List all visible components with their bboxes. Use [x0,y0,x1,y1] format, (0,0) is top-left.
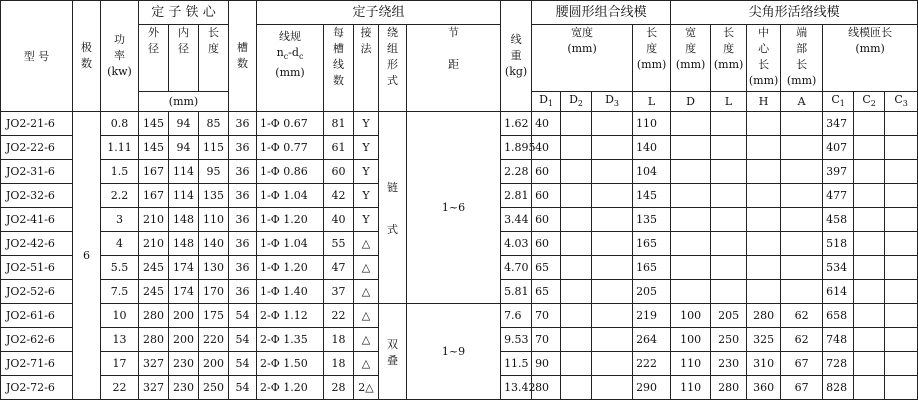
cell-d2 [561,160,592,184]
cell-id: 230 [169,352,199,376]
cell-turns: 55 [324,232,354,256]
cell-weight: 3.44 [501,208,532,232]
cell-model: JO2-71-6 [1,352,73,376]
cell-tA [781,160,823,184]
table-row [1,112,918,136]
cell-c2 [854,232,885,256]
cell-l: 165 [633,256,671,280]
cell-len: 250 [199,376,229,400]
cell-tD [671,160,711,184]
cell-od: 327 [139,352,169,376]
cell-wire: 1-Φ 0.86 [257,160,324,184]
cell-d1: 40 [532,136,561,160]
cell-d1: 90 [532,352,561,376]
cell-id: 200 [169,328,199,352]
header-d3: $D_3$ [592,92,633,112]
cell-tL: 230 [711,352,747,376]
cell-d3 [592,136,633,160]
cell-turns: 40 [324,208,354,232]
cell-tL [711,280,747,304]
header-tD: D [671,92,711,112]
header-length: 长 度 [199,25,229,92]
table-body [1,112,918,400]
cell-c1: 748 [823,328,854,352]
cell-od: 210 [139,208,169,232]
cell-power: 5.5 [101,256,139,280]
cell-c2 [854,304,885,328]
cell-power: 2.2 [101,184,139,208]
cell-wire: 1-Φ 1.40 [257,280,324,304]
cell-d2 [561,256,592,280]
cell-tA [781,280,823,304]
header-tA: A [781,92,823,112]
header-tip-center: 中 心 长 (mm) [747,25,781,92]
cell-d1: 80 [532,376,561,400]
cell-tL: 205 [711,304,747,328]
header-poles: 极 数 [73,1,101,112]
merged-pitch-1: 1~6 [407,112,501,304]
header-pitch: 节 距 [407,25,501,112]
cell-len: 175 [199,304,229,328]
cell-wire: 1-Φ 1.04 [257,184,324,208]
cell-conn: Y [354,208,379,232]
cell-d3 [592,160,633,184]
cell-d3 [592,232,633,256]
merged-form-chain: 链 式 [379,112,407,304]
cell-c3 [885,376,918,400]
cell-tH [747,280,781,304]
cell-d1: 60 [532,184,561,208]
cell-c1: 407 [823,136,854,160]
cell-d3 [592,352,633,376]
cell-conn: Y [354,136,379,160]
cell-len: 110 [199,208,229,232]
cell-d1: 70 [532,304,561,328]
cell-d3 [592,376,633,400]
cell-len: 135 [199,184,229,208]
cell-turns: 81 [324,112,354,136]
cell-weight: 4.03 [501,232,532,256]
cell-tH [747,112,781,136]
cell-l: 165 [633,232,671,256]
cell-c1: 518 [823,232,854,256]
cell-conn: △ [354,280,379,304]
cell-wire: 2-Φ 1.20 [257,376,324,400]
cell-weight: 1.62 [501,112,532,136]
cell-d1: 60 [532,208,561,232]
cell-l: 145 [633,184,671,208]
cell-slots: 36 [229,184,257,208]
cell-tA [781,184,823,208]
cell-c3 [885,304,918,328]
header-d2: $D_2$ [561,92,592,112]
cell-model: JO2-52-6 [1,280,73,304]
cell-c2 [854,208,885,232]
header-mold-length: 长 度 (mm) [633,25,671,92]
cell-c3 [885,112,918,136]
cell-tL [711,112,747,136]
cell-c2 [854,184,885,208]
header-c2: $C_2$ [854,92,885,112]
cell-model: JO2-51-6 [1,256,73,280]
cell-tL: 250 [711,328,747,352]
cell-tA [781,136,823,160]
cell-power: 13 [101,328,139,352]
cell-d2 [561,352,592,376]
cell-power: 22 [101,376,139,400]
header-tH: H [747,92,781,112]
cell-slots: 36 [229,208,257,232]
cell-od: 145 [139,136,169,160]
cell-conn: 2△ [354,376,379,400]
cell-weight: 7.6 [501,304,532,328]
cell-d2 [561,136,592,160]
cell-weight: 2.81 [501,184,532,208]
cell-model: JO2-41-6 [1,208,73,232]
cell-power: 3 [101,208,139,232]
cell-power: 1.11 [101,136,139,160]
cell-conn: Y [354,160,379,184]
cell-tL [711,256,747,280]
cell-tH: 280 [747,304,781,328]
cell-tA: 62 [781,304,823,328]
cell-weight: 4.70 [501,256,532,280]
cell-id: 94 [169,136,199,160]
cell-slots: 54 [229,352,257,376]
cell-weight: 5.81 [501,280,532,304]
header-connection: 接 法 [354,25,379,112]
cell-c3 [885,232,918,256]
header-turns: 每 槽 线 数 [324,25,354,112]
cell-slots: 36 [229,232,257,256]
merged-poles-value: 6 [73,112,101,400]
cell-model: JO2-61-6 [1,304,73,328]
cell-c3 [885,136,918,160]
cell-tH [747,256,781,280]
cell-wire: 1-Φ 1.20 [257,256,324,280]
cell-tH: 360 [747,376,781,400]
cell-d3 [592,184,633,208]
cell-conn: △ [354,328,379,352]
cell-c3 [885,208,918,232]
cell-tD [671,136,711,160]
cell-c1: 614 [823,280,854,304]
cell-d1: 60 [532,160,561,184]
cell-tL [711,208,747,232]
cell-wire: 2-Φ 1.12 [257,304,324,328]
cell-l: 222 [633,352,671,376]
cell-tD: 110 [671,376,711,400]
cell-conn: △ [354,256,379,280]
header-width: 宽度 (mm) [532,25,633,92]
cell-c1: 534 [823,256,854,280]
cell-model: JO2-72-6 [1,376,73,400]
cell-len: 130 [199,256,229,280]
cell-power: 7.5 [101,280,139,304]
cell-tH [747,208,781,232]
cell-id: 200 [169,304,199,328]
cell-len: 140 [199,232,229,256]
wire-spec-label: 线规 [279,30,302,43]
cell-tH [747,160,781,184]
cell-id: 148 [169,208,199,232]
header-tL: L [711,92,747,112]
cell-len: 115 [199,136,229,160]
header-tip-length: 长 度 (mm) [711,25,747,92]
cell-weight: 13.42 [501,376,532,400]
cell-tH: 310 [747,352,781,376]
header-inner-dia: 内 径 [169,25,199,92]
cell-slots: 36 [229,136,257,160]
cell-od: 280 [139,328,169,352]
cell-l: 219 [633,304,671,328]
cell-tA [781,112,823,136]
cell-slots: 36 [229,160,257,184]
cell-power: 4 [101,232,139,256]
cell-len: 220 [199,328,229,352]
cell-id: 114 [169,160,199,184]
cell-c1: 828 [823,376,854,400]
cell-l: 104 [633,160,671,184]
cell-tD [671,232,711,256]
cell-c3 [885,352,918,376]
cell-turns: 60 [324,160,354,184]
cell-c3 [885,160,918,184]
cell-tL [711,184,747,208]
cell-c3 [885,256,918,280]
header-stator-core: 定 子 铁 心 [139,1,229,25]
cell-slots: 36 [229,112,257,136]
cell-d3 [592,208,633,232]
cell-tD [671,112,711,136]
cell-model: JO2-32-6 [1,184,73,208]
cell-turns: 18 [324,328,354,352]
cell-od: 245 [139,256,169,280]
cell-conn: Y [354,184,379,208]
header-tip-end: 端 部 长 (mm) [781,25,823,92]
cell-tD [671,184,711,208]
header-waist-mold: 腰圆形组合线模 [532,1,671,25]
cell-power: 17 [101,352,139,376]
cell-wire: 1-Φ 1.04 [257,232,324,256]
cell-model: JO2-22-6 [1,136,73,160]
cell-od: 145 [139,112,169,136]
merged-pitch-2: 1~9 [407,304,501,400]
cell-tD [671,280,711,304]
cell-power: 10 [101,304,139,328]
header-wire-weight: 线 重 (kg) [501,1,532,112]
header-tip-width: 宽 度 (mm) [671,25,711,92]
cell-tH [747,136,781,160]
cell-d2 [561,376,592,400]
cell-model: JO2-42-6 [1,232,73,256]
cell-id: 230 [169,376,199,400]
cell-turns: 22 [324,304,354,328]
cell-d1: 70 [532,328,561,352]
cell-weight: 2.28 [501,160,532,184]
cell-wire: 1-Φ 0.77 [257,136,324,160]
cell-power: 0.8 [101,112,139,136]
cell-tH [747,184,781,208]
cell-model: JO2-21-6 [1,112,73,136]
cell-len: 85 [199,112,229,136]
cell-d3 [592,112,633,136]
cell-d1: 40 [532,112,561,136]
cell-tD: 110 [671,352,711,376]
cell-id: 148 [169,232,199,256]
cell-id: 94 [169,112,199,136]
cell-model: JO2-31-6 [1,160,73,184]
cell-tL [711,160,747,184]
cell-conn: △ [354,232,379,256]
cell-slots: 54 [229,304,257,328]
cell-id: 174 [169,280,199,304]
table-row [1,304,918,328]
cell-od: 167 [139,184,169,208]
cell-weight: 1.895 [501,136,532,160]
cell-tL [711,232,747,256]
cell-c2 [854,376,885,400]
cell-d2 [561,232,592,256]
cell-slots: 36 [229,280,257,304]
cell-c1: 347 [823,112,854,136]
cell-wire: 2-Φ 1.50 [257,352,324,376]
cell-od: 210 [139,232,169,256]
header-wire-spec [257,25,324,112]
cell-tD [671,256,711,280]
cell-turns: 18 [324,352,354,376]
cell-c1: 458 [823,208,854,232]
cell-wire: 2-Φ 1.35 [257,328,324,352]
cell-c3 [885,280,918,304]
cell-slots: 36 [229,256,257,280]
cell-model: JO2-62-6 [1,328,73,352]
header-slots: 槽 数 [229,1,257,112]
cell-d1: 65 [532,256,561,280]
cell-c1: 477 [823,184,854,208]
header-stator-winding: 定子绕组 [257,1,501,25]
wire-formula: $n_c-d_c$ [276,46,304,62]
cell-c3 [885,328,918,352]
cell-len: 200 [199,352,229,376]
cell-tD: 100 [671,304,711,328]
cell-slots: 54 [229,328,257,352]
header-model: 型 号 [1,1,73,112]
cell-od: 280 [139,304,169,328]
cell-d2 [561,184,592,208]
cell-od: 167 [139,160,169,184]
cell-c2 [854,136,885,160]
cell-turns: 47 [324,256,354,280]
header-tip-mold: 尖角形活络线模 [671,1,918,25]
cell-d3 [592,304,633,328]
cell-d1: 65 [532,280,561,304]
header-mold-spacing: 线模匝长 (mm) [823,25,918,92]
cell-d2 [561,328,592,352]
cell-c2 [854,352,885,376]
cell-c1: 728 [823,352,854,376]
cell-len: 95 [199,160,229,184]
cell-tA: 67 [781,376,823,400]
header-outer-dia: 外 径 [139,25,169,92]
cell-l: 135 [633,208,671,232]
cell-conn: △ [354,352,379,376]
cell-l: 264 [633,328,671,352]
cell-id: 174 [169,256,199,280]
cell-turns: 42 [324,184,354,208]
cell-c1: 397 [823,160,854,184]
cell-wire: 1-Φ 1.20 [257,208,324,232]
cell-turns: 37 [324,280,354,304]
cell-conn: Y [354,112,379,136]
cell-l: 140 [633,136,671,160]
header-c1: $C_1$ [823,92,854,112]
cell-tA: 67 [781,352,823,376]
cell-tL [711,136,747,160]
wire-unit: (mm) [275,66,305,80]
cell-weight: 9.53 [501,328,532,352]
cell-tH: 325 [747,328,781,352]
cell-l: 110 [633,112,671,136]
cell-c3 [885,184,918,208]
cell-od: 327 [139,376,169,400]
cell-wire: 1-Φ 0.67 [257,112,324,136]
cell-tA: 62 [781,328,823,352]
cell-c2 [854,256,885,280]
header-power: 功 率 (kw) [101,1,139,112]
cell-slots: 54 [229,376,257,400]
cell-tH [747,232,781,256]
cell-l: 205 [633,280,671,304]
cell-tD: 100 [671,328,711,352]
cell-od: 245 [139,280,169,304]
cell-d3 [592,280,633,304]
cell-weight: 11.5 [501,352,532,376]
cell-d3 [592,256,633,280]
header-winding-form: 绕 组 形 式 [379,25,407,112]
header-d1: $D_1$ [532,92,561,112]
cell-c1: 658 [823,304,854,328]
cell-c2 [854,112,885,136]
cell-d2 [561,280,592,304]
cell-tA [781,232,823,256]
cell-d1: 60 [532,232,561,256]
cell-len: 170 [199,280,229,304]
header-l: L [633,92,671,112]
cell-turns: 28 [324,376,354,400]
merged-form-double: 双 叠 [379,304,407,400]
cell-c2 [854,160,885,184]
cell-power: 1.5 [101,160,139,184]
cell-tD [671,208,711,232]
header-core-unit: (mm) [139,92,229,112]
cell-id: 114 [169,184,199,208]
cell-tL: 280 [711,376,747,400]
cell-d2 [561,304,592,328]
cell-conn: △ [354,304,379,328]
cell-c2 [854,328,885,352]
cell-d3 [592,328,633,352]
cell-l: 290 [633,376,671,400]
cell-tA [781,256,823,280]
header-c3: $C_3$ [885,92,918,112]
cell-d2 [561,208,592,232]
cell-d2 [561,112,592,136]
cell-c2 [854,280,885,304]
cell-tA [781,208,823,232]
cell-turns: 61 [324,136,354,160]
